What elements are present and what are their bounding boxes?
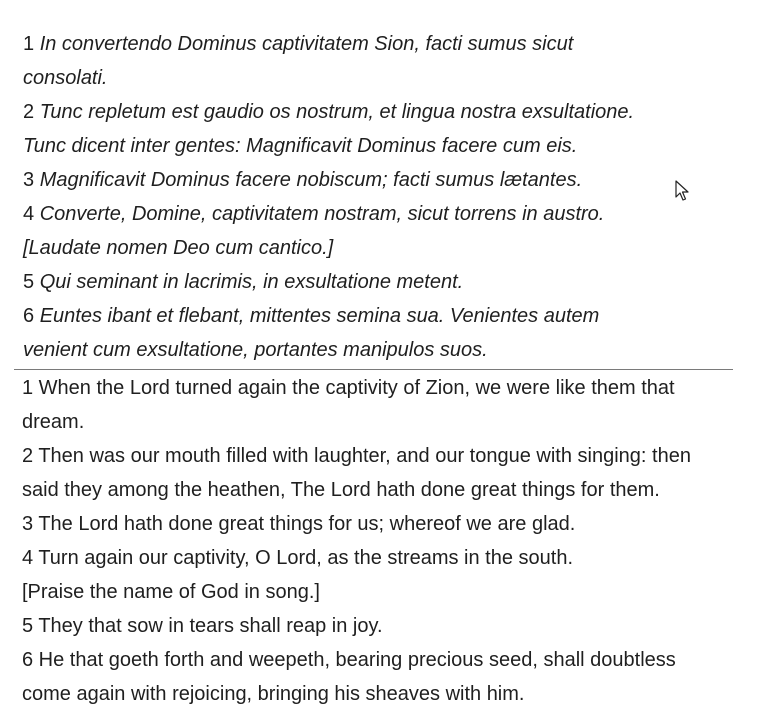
mouse-pointer-icon [675,180,689,202]
latin-verse-text: Tunc dicent inter gentes: Magnificavit Dominus facere cum eis. [23,135,578,157]
latin-line [23,333,713,367]
latin-line [23,163,713,197]
english-line: 2 Then was our mouth filled with laughter, and our tongue with singing: then [22,445,691,467]
latin-line [23,129,713,163]
latin-verse-text: venient cum exsultatione, portantes manipulos suos. [23,339,488,361]
english-line: 4 Turn again our captivity, O Lord, as the streams in the south. [22,547,574,569]
english-line: [Praise the name of God in song.] [22,581,320,603]
latin-line [23,95,713,129]
english-line: dream. [22,411,85,433]
latin-line [23,61,713,95]
english-line: 5 They that sow in tears shall reap in joy. [22,615,383,637]
verse-number: 3 [23,169,35,191]
latin-verse-text: Qui seminant in lacrimis, in exsultatione metent. [39,271,464,293]
section-divider [14,369,733,370]
english-line: said they among the heathen, The Lord hath done great things for them. [22,479,660,501]
verse-number: 1 [23,33,35,55]
verse-number: 4 [23,203,35,225]
latin-verse-text: Euntes ibant et flebant, mittentes semina sua. Venientes autem [39,305,600,327]
latin-verse-text: Magnificavit Dominus facere nobiscum; facti sumus lætantes. [39,169,583,191]
english-line: 3 The Lord hath done great things for us; whereof we are glad. [22,513,576,535]
latin-line [23,27,713,61]
latin-line [23,197,713,231]
latin-verse-text: consolati. [23,67,108,89]
english-line: 1 When the Lord turned again the captivity of Zion, we were like them that [22,377,675,399]
english-line: 6 He that goeth forth and weepeth, bearing precious seed, shall doubtless [22,649,676,671]
latin-verse-text: In convertendo Dominus captivitatem Sion, facti sumus sicut [39,33,574,55]
latin-line [23,231,713,265]
latin-verse-text: Converte, Domine, captivitatem nostram, sicut torrens in austro. [39,203,605,225]
english-line: come again with rejoicing, bringing his sheaves with him. [22,683,525,705]
latin-verse-text: Tunc repletum est gaudio os nostrum, et lingua nostra exsultatione. [39,101,635,123]
latin-line [23,265,713,299]
latin-verse-text: [Laudate nomen Deo cum cantico.] [23,237,334,259]
latin-line [23,299,713,333]
verse-number: 5 [23,271,35,293]
verse-number: 2 [23,101,35,123]
verse-number: 6 [23,305,35,327]
english-text-block [22,371,752,711]
latin-text-block [23,27,713,367]
